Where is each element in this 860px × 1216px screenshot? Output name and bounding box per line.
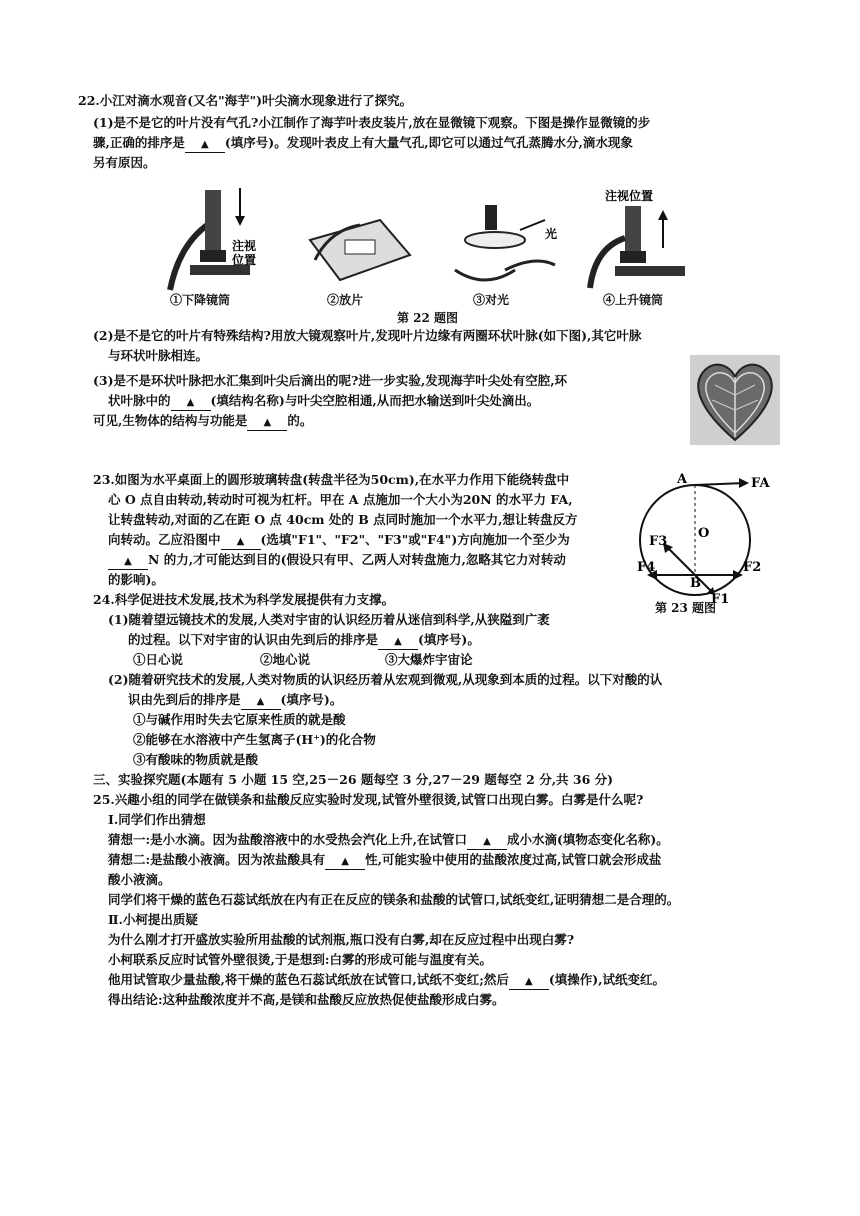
- q22-p3-line1: (3)是不是环状叶脉把水汇集到叶尖后滴出的呢?进一步实验,发现海芋叶尖处有空腔,环: [93, 373, 568, 388]
- answer-blank[interactable]: ▲: [241, 695, 281, 710]
- q23-figure-caption: 第 23 题图: [655, 601, 717, 615]
- force-f2-label: F2: [743, 560, 762, 575]
- leaf-vein-figure: [690, 355, 780, 445]
- force-fa-label: FA: [751, 476, 770, 491]
- light-label: 光: [545, 227, 558, 241]
- q23-line2: 心 O 点自由转动,转动时可视为杠杆。甲在 A 点施加一个大小为20N 的水平力 FA,: [108, 492, 573, 507]
- step-3-label: ③对光: [473, 293, 510, 307]
- q22-p1-line3: 另有原因。: [93, 155, 156, 170]
- gaze-position-label: 注视位置: [605, 189, 654, 203]
- q24-p2-line2: 识由先到后的排序是 ▲ (填序号)。: [128, 692, 342, 710]
- q23-line3: 让转盘转动,对面的乙在距 O 点 40cm 处的 B 点同时施加一个水平力,想让转盘反方: [108, 512, 578, 527]
- q24-p1-line1: (1)随着望远镜技术的发展,人类对宇宙的认识经历着从迷信到科学,从狭隘到广袤: [108, 612, 550, 627]
- q25-question-2: 小柯联系反应时试管外壁很烫,于是想到:白雾的形成可能与温度有关。: [108, 952, 492, 967]
- q24-p1-option-2: ②地心说: [260, 652, 311, 667]
- step2-slide-figure: [300, 200, 420, 290]
- q24-p2-line1: (2)随着研究技术的发展,人类对物质的认识经历着从宏观到微观,从现象到本质的过程。以下对酸的认: [108, 672, 663, 687]
- step-1-label: ①下降镜筒: [170, 293, 231, 307]
- q22-title: 22.小江对滴水观音(又名"海芋")叶尖滴水现象进行了探究。: [78, 93, 413, 108]
- q22-p1-line1: (1)是不是它的叶片没有气孔?小江制作了海芋叶表皮装片,放在显微镜下观察。下图是操作显微镜的步: [93, 115, 651, 130]
- answer-blank[interactable]: ▲: [221, 535, 261, 550]
- answer-blank[interactable]: ▲: [247, 416, 287, 431]
- q25-guess-1: 猜想一:是小水滴。因为盐酸溶液中的水受热会汽化上升,在试管口 ▲ 成小水滴(填物态变化名称)。: [108, 832, 669, 850]
- q25-conclusion: 得出结论:这种盐酸浓度并不高,是镁和盐酸反应放热促使盐酸形成白雾。: [108, 992, 505, 1007]
- step3-light-figure: [445, 200, 575, 290]
- force-f4-label: F4: [637, 560, 656, 575]
- answer-blank[interactable]: ▲: [325, 855, 365, 870]
- point-b-label: B: [690, 576, 701, 591]
- gaze-label-1: 注视: [232, 239, 257, 253]
- q24-p2-option-1: ①与碱作用时失去它原来性质的就是酸: [133, 712, 346, 727]
- point-o-label: O: [698, 526, 710, 541]
- q24-title: 24.科学促进技术发展,技术为科学发展提供有力支撑。: [93, 592, 395, 607]
- q22-p1-line2: 骤,正确的排序是 ▲ (填序号)。发现叶表皮上有大量气孔,即它可以通过气孔蒸腾水分,滴水现象: [93, 135, 633, 153]
- q25-heading-1: Ⅰ.同学们作出猜想: [108, 812, 206, 827]
- q25-guess-3: 同学们将干燥的蓝色石蕊试纸放在内有正在反应的镁条和盐酸的试管口,试纸变红,证明猜想二是合理的。: [108, 892, 680, 907]
- force-f3-label: F3: [649, 534, 668, 549]
- answer-blank[interactable]: ▲: [108, 555, 148, 570]
- q25-title: 25.兴趣小组的同学在做镁条和盐酸反应实验时发现,试管外壁很烫,试管口出现白雾。白雾是什么呢?: [93, 792, 644, 807]
- turntable-figure: [635, 465, 775, 605]
- answer-blank[interactable]: ▲: [509, 975, 549, 990]
- q22-p4: 可见,生物体的结构与功能是 ▲ 的。: [93, 413, 312, 431]
- q23-line4: 向转动。乙应沿图中 ▲ (选填"F1"、"F2"、"F3"或"F4")方向施加一个至少为: [108, 532, 570, 550]
- step-2-label: ②放片: [327, 293, 364, 307]
- q24-p2-option-2: ②能够在水溶液中产生氢离子(H⁺)的化合物: [133, 732, 376, 747]
- force-f1-label: F1: [711, 592, 730, 605]
- point-a-label: A: [677, 472, 688, 487]
- answer-blank[interactable]: ▲: [171, 396, 211, 411]
- gaze-label-2: 位置: [232, 253, 257, 267]
- answer-blank[interactable]: ▲: [467, 835, 507, 850]
- q24-p2-option-3: ③有酸味的物质就是酸: [133, 752, 259, 767]
- section-3-heading: 三、实验探究题(本题有 5 小题 15 空,25－26 题每空 3 分,27－29 题每空 2 分,共 36 分): [93, 772, 614, 787]
- q22-p2-line2: 与环状叶脉相连。: [108, 348, 209, 363]
- q22-p3-line2: 状叶脉中的 ▲ (填结构名称)与叶尖空腔相通,从而把水输送到叶尖处滴出。: [108, 393, 539, 411]
- q22-p2-line1: (2)是不是它的叶片有特殊结构?用放大镜观察叶片,发现叶片边缘有两圈环状叶脉(如下图),其它叶脉: [93, 328, 642, 343]
- q23-line1: 23.如图为水平桌面上的圆形玻璃转盘(转盘半径为50cm),在水平力作用下能绕转盘中: [93, 472, 570, 487]
- q23-line6: 的影响)。: [108, 572, 164, 587]
- q25-question-1: 为什么刚才打开盛放实验所用盐酸的试剂瓶,瓶口没有白雾,却在反应过程中出现白雾?: [108, 932, 575, 947]
- q25-question-3: 他用试管取少量盐酸,将干燥的蓝色石蕊试纸放在试管口,试纸不变红;然后 ▲ (填操作),试纸变红。: [108, 972, 665, 990]
- q22-figure-caption: 第 22 题图: [397, 311, 459, 325]
- q24-p1-option-3: ③大爆炸宇宙论: [385, 652, 473, 667]
- q24-p1-line2: 的过程。以下对宇宙的认识由先到后的排序是 ▲ (填序号)。: [128, 632, 480, 650]
- q25-guess-2: 猜想二:是盐酸小液滴。因为浓盐酸具有 ▲ 性,可能实验中使用的盐酸浓度过高,试管口就会形成盐: [108, 852, 661, 870]
- answer-blank[interactable]: ▲: [378, 635, 418, 650]
- answer-blank[interactable]: ▲: [185, 138, 225, 153]
- step4-raise-tube-figure: [585, 188, 725, 292]
- q25-guess-2-cont: 酸小液滴。: [108, 872, 171, 887]
- q24-p1-option-1: ①日心说: [133, 652, 184, 667]
- step1-lower-tube-figure: [160, 180, 300, 292]
- q25-heading-2: Ⅱ.小柯提出质疑: [108, 912, 198, 927]
- step-4-label: ④上升镜筒: [603, 293, 664, 307]
- q23-line5: ▲ N 的力,才可能达到目的(假设只有甲、乙两人对转盘施力,忽略其它力对转动: [108, 552, 566, 570]
